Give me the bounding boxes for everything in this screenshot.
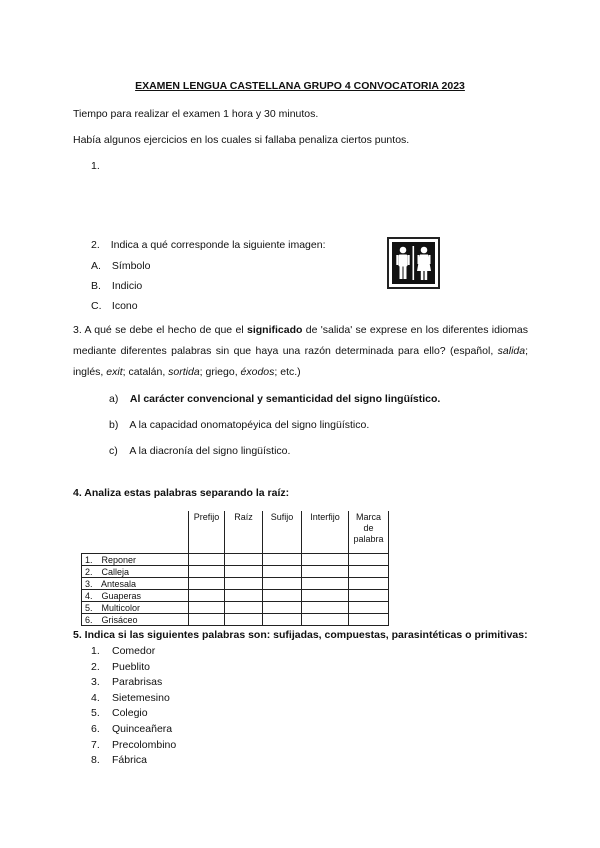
- q3-text-bold: significado: [246, 324, 303, 336]
- item-word: Colegio: [112, 707, 148, 720]
- table-cell[interactable]: [225, 578, 263, 590]
- table-cell[interactable]: [349, 590, 389, 602]
- q3-option-letter: c): [109, 445, 118, 457]
- q2-option-a: [91, 260, 150, 272]
- question-3-text: [73, 320, 528, 383]
- row-number: 4.: [85, 590, 93, 601]
- list-item: [91, 661, 176, 677]
- question-2-text: Indica a qué corresponde la siguiente imagen:: [110, 239, 326, 251]
- item-number: 6.: [91, 722, 100, 735]
- item-number: 2.: [91, 660, 100, 673]
- item-word: Pueblito: [112, 660, 150, 673]
- question-5-text: 5. Indica si las siguientes palabras son: sufijadas, compuestas, parasintéticas o primitivas:: [73, 629, 528, 641]
- table-header-raiz: Raíz: [225, 511, 263, 554]
- table-header-empty: [82, 511, 189, 554]
- table-cell-word: [82, 590, 189, 602]
- table-cell-word: [82, 566, 189, 578]
- table-cell[interactable]: [189, 602, 225, 614]
- table-header-interfijo: Interfijo: [302, 511, 349, 554]
- q3-word-salida: salida: [497, 345, 526, 357]
- table-cell-word: [82, 578, 189, 590]
- table-row: [82, 554, 389, 566]
- q3-word-exodos: éxodos: [240, 366, 275, 378]
- table-cell[interactable]: [189, 614, 225, 626]
- q3-option-letter: a): [109, 393, 119, 405]
- item-number: 5.: [91, 707, 100, 720]
- row-word: Grisáceo: [101, 614, 138, 625]
- list-item: [91, 723, 176, 739]
- question-4-text: 4. Analiza estas palabras separando la raíz:: [73, 487, 290, 499]
- row-word: Calleja: [101, 566, 130, 577]
- row-word: Guaperas: [101, 590, 142, 601]
- table-cell[interactable]: [302, 602, 349, 614]
- table-cell[interactable]: [302, 566, 349, 578]
- item-number: 3.: [91, 676, 100, 689]
- q3-option-c: [109, 445, 290, 457]
- item-number: 7.: [91, 738, 100, 751]
- row-number: 1.: [85, 554, 93, 565]
- intro-time: Tiempo para realizar el examen 1 hora y 30 minutos.: [73, 108, 319, 120]
- item-word: Precolombino: [112, 738, 177, 751]
- q3-text-part: ; catalán,: [122, 366, 169, 378]
- table-cell[interactable]: [302, 554, 349, 566]
- table-cell-word: [82, 554, 189, 566]
- table-cell[interactable]: [263, 578, 302, 590]
- row-number: 5.: [85, 602, 93, 613]
- q3-text-part: de 'salida' se exprese en los diferentes idiomas mediante diferentes palabras sin que haya una razón determinada para ello? (español,: [73, 324, 528, 357]
- table-cell-word: [82, 614, 189, 626]
- q5-list: [91, 645, 176, 770]
- table-row: [82, 566, 389, 578]
- q3-text-part: ; etc.): [274, 366, 301, 378]
- list-item: [91, 692, 176, 708]
- q2-option-b: [91, 280, 142, 292]
- page-title: EXAMEN LENGUA CASTELLANA GRUPO 4 CONVOCATORIA 2023: [135, 80, 465, 92]
- item-number: 1.: [91, 645, 100, 657]
- table-cell[interactable]: [225, 602, 263, 614]
- q3-option-label: Al carácter convencional y semanticidad del signo lingüístico.: [129, 393, 441, 405]
- table-cell[interactable]: [349, 614, 389, 626]
- list-item: [91, 754, 176, 770]
- table-row: [82, 602, 389, 614]
- q3-text-part: ; griego,: [199, 366, 241, 378]
- root-analysis-table: [81, 511, 389, 626]
- table-cell[interactable]: [349, 602, 389, 614]
- table-row: [82, 578, 389, 590]
- item-word: Quinceañera: [112, 722, 173, 735]
- table-header-prefijo: Prefijo: [189, 511, 225, 554]
- q2-option-letter: A.: [91, 260, 101, 272]
- item-word: Parabrisas: [112, 676, 163, 689]
- question-1-number: 1.: [91, 160, 100, 172]
- q2-option-label: Indicio: [111, 280, 143, 292]
- q3-word-sortida: sortida: [168, 366, 200, 378]
- row-number: 2.: [85, 566, 93, 577]
- q3-text-part: ; inglés,: [73, 345, 528, 378]
- list-item: [91, 707, 176, 723]
- row-word: Multicolor: [101, 602, 141, 613]
- restroom-man-woman-sign-icon: [387, 237, 440, 289]
- table-cell[interactable]: [302, 614, 349, 626]
- item-word: Sietemesino: [112, 691, 170, 704]
- question-2: [91, 239, 326, 251]
- table-cell[interactable]: [302, 590, 349, 602]
- item-word: Comedor: [112, 645, 156, 657]
- table-cell[interactable]: [189, 578, 225, 590]
- q3-option-label: A la diacronía del signo lingüístico.: [129, 445, 291, 457]
- table-cell[interactable]: [263, 554, 302, 566]
- q2-option-c: [91, 300, 138, 312]
- q2-option-label: Icono: [111, 300, 138, 312]
- list-item: [91, 645, 176, 661]
- table-row: [82, 614, 389, 626]
- list-item: [91, 676, 176, 692]
- table-cell[interactable]: [302, 578, 349, 590]
- table-cell[interactable]: [263, 602, 302, 614]
- q2-option-label: Símbolo: [111, 260, 151, 272]
- q3-option-a: [109, 393, 440, 405]
- table-cell[interactable]: [349, 578, 389, 590]
- table-header-marca: Marca de palabra: [349, 511, 389, 554]
- row-number: 3.: [85, 578, 93, 589]
- q3-word-exit: exit: [106, 366, 123, 378]
- table-cell[interactable]: [189, 566, 225, 578]
- row-number: 6.: [85, 614, 93, 625]
- question-2-number: 2.: [91, 239, 100, 251]
- table-cell[interactable]: [349, 554, 389, 566]
- q3-option-letter: b): [109, 419, 119, 431]
- q3-option-label: A la capacidad onomatopéyica del signo lingüístico.: [129, 419, 370, 431]
- row-word: Antesala: [101, 578, 137, 589]
- item-word: Fábrica: [112, 754, 148, 767]
- row-word: Reponer: [101, 554, 137, 565]
- table-row: [82, 590, 389, 602]
- table-cell[interactable]: [225, 614, 263, 626]
- table-cell[interactable]: [263, 614, 302, 626]
- item-number: 8.: [91, 754, 100, 767]
- table-cell[interactable]: [263, 566, 302, 578]
- intro-penalty: Había algunos ejercicios en los cuales si fallaba penaliza ciertos puntos.: [73, 134, 410, 146]
- table-header-sufijo: Sufijo: [263, 511, 302, 554]
- q3-option-b: [109, 419, 369, 431]
- table-cell[interactable]: [225, 590, 263, 602]
- table-cell[interactable]: [225, 566, 263, 578]
- table-cell[interactable]: [189, 590, 225, 602]
- q2-option-letter: B.: [91, 280, 101, 292]
- table-cell[interactable]: [189, 554, 225, 566]
- table-cell[interactable]: [349, 566, 389, 578]
- table-cell[interactable]: [263, 590, 302, 602]
- table-cell[interactable]: [225, 554, 263, 566]
- q3-text-part: 3. A qué se debe el hecho de que el: [73, 324, 247, 336]
- table-header-row: [82, 511, 389, 554]
- item-number: 4.: [91, 691, 100, 704]
- list-item: [91, 739, 176, 755]
- q2-option-letter: C.: [91, 300, 102, 312]
- table-cell-word: [82, 602, 189, 614]
